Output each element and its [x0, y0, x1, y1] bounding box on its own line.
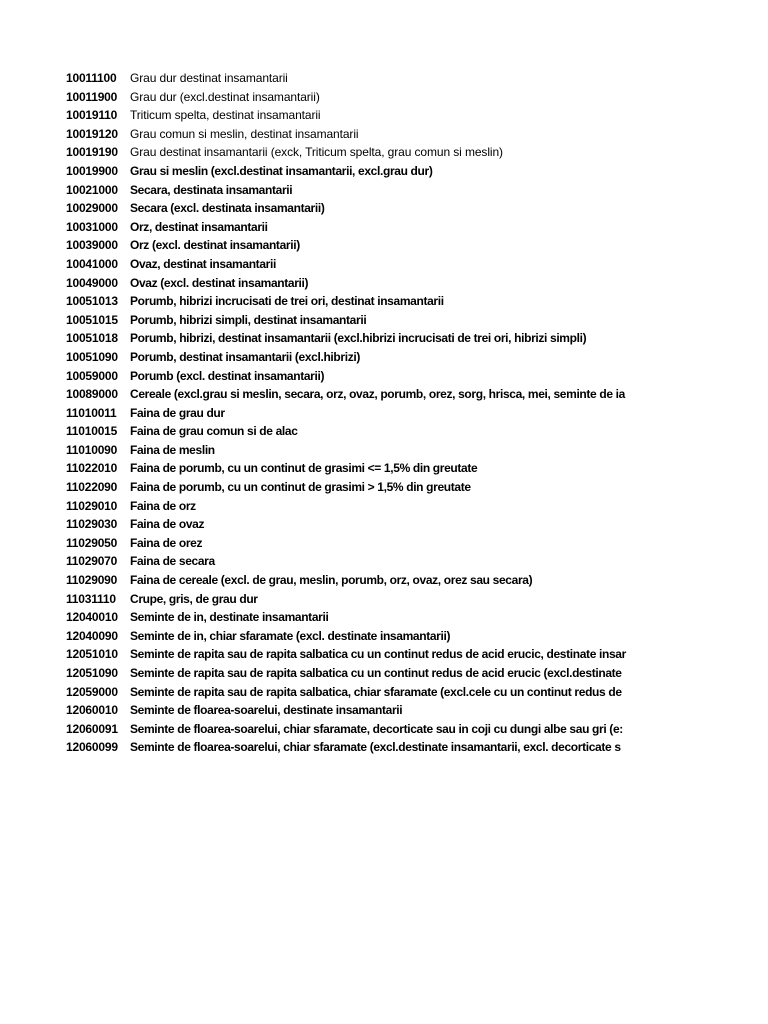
tariff-description: Seminte de in, destinate insamantarii: [130, 610, 329, 625]
tariff-description: Orz, destinat insamantarii: [130, 219, 268, 234]
tariff-code: 11010090: [66, 442, 118, 457]
tariff-code: 10011900: [66, 89, 118, 104]
tariff-code: 10041000: [66, 256, 118, 271]
tariff-description: Seminte de floarea-soarelui, destinate insamantarii: [130, 703, 403, 718]
list-item: [66, 292, 646, 311]
tariff-description: Faina de ovaz: [130, 517, 205, 532]
tariff-code: 10029000: [66, 201, 118, 216]
tariff-description: Faina de porumb, cu un continut de grasimi > 1,5% din greutate: [130, 480, 471, 495]
tariff-code: 10051090: [66, 349, 118, 364]
tariff-code: 11029010: [66, 498, 118, 513]
tariff-code: 10051013: [66, 294, 118, 309]
tariff-code: 11010011: [66, 405, 117, 420]
list-item: [66, 385, 646, 404]
list-item: [66, 69, 646, 88]
list-item: [66, 125, 646, 144]
list-item: [66, 459, 646, 478]
list-item: [66, 590, 646, 609]
tariff-code: 11010015: [66, 424, 118, 439]
list-item: [66, 404, 646, 423]
tariff-code: 12040010: [66, 610, 118, 625]
tariff-description: Grau dur (excl.destinat insamantarii): [130, 89, 320, 104]
tariff-code: 10051018: [66, 331, 118, 346]
list-item: [66, 143, 646, 162]
tariff-code: 10019120: [66, 126, 118, 141]
list-item: [66, 236, 646, 255]
tariff-description: Seminte de rapita sau de rapita salbatica cu un continut redus de acid erucic, destinate insar: [130, 647, 626, 662]
tariff-description: Faina de meslin: [130, 442, 215, 457]
tariff-description: Faina de porumb, cu un continut de grasimi <= 1,5% din greutate: [130, 461, 478, 476]
tariff-description: Cereale (excl.grau si meslin, secara, orz, ovaz, porumb, orez, sorg, hrisca, mei, seminte de ia: [130, 387, 625, 402]
tariff-code: 12060091: [66, 721, 118, 736]
list-item: [66, 645, 646, 664]
list-item: [66, 106, 646, 125]
tariff-code: 10019190: [66, 145, 118, 160]
tariff-code: 10049000: [66, 275, 118, 290]
list-item: [66, 627, 646, 646]
list-item: [66, 422, 646, 441]
list-item: [66, 441, 646, 460]
tariff-description: Seminte de floarea-soarelui, chiar sfaramate (excl.destinate insamantarii, excl. decorticate s: [130, 740, 621, 755]
tariff-description: Porumb, destinat insamantarii (excl.hibrizi): [130, 349, 360, 364]
tariff-description: Grau dur destinat insamantarii: [130, 71, 288, 85]
list-item: [66, 683, 646, 702]
tariff-code: 11029030: [66, 517, 118, 532]
list-item: [66, 274, 646, 293]
tariff-description: Grau destinat insamantarii (exck, Triticum spelta, grau comun si meslin): [130, 145, 503, 160]
list-item: [66, 497, 646, 516]
tariff-description: Ovaz (excl. destinat insamantarii): [130, 275, 309, 290]
tariff-code: 11029070: [66, 554, 118, 569]
tariff-description: Faina de grau comun si de alac: [130, 424, 298, 439]
tariff-description: Faina de orz: [130, 498, 196, 513]
tariff-code: 11022010: [66, 461, 118, 476]
list-item: [66, 329, 646, 348]
tariff-code-list: [66, 69, 646, 757]
tariff-description: Faina de grau dur: [130, 405, 225, 420]
tariff-code: 12059000: [66, 684, 118, 699]
list-item: [66, 478, 646, 497]
tariff-code: 10039000: [66, 238, 118, 253]
tariff-description: Secara, destinata insamantarii: [130, 182, 293, 197]
tariff-code: 10011100: [66, 71, 117, 85]
tariff-code: 10019110: [66, 108, 118, 123]
tariff-description: Triticum spelta, destinat insamantarii: [130, 108, 321, 123]
list-item: [66, 199, 646, 218]
tariff-description: Secara (excl. destinata insamantarii): [130, 201, 325, 216]
list-item: [66, 515, 646, 534]
list-item: [66, 720, 646, 739]
list-item: [66, 88, 646, 107]
tariff-code: 10089000: [66, 387, 118, 402]
tariff-code: 12040090: [66, 628, 118, 643]
tariff-description: Ovaz, destinat insamantarii: [130, 256, 276, 271]
tariff-code: 12051090: [66, 666, 118, 680]
list-item: [66, 664, 646, 683]
tariff-code: 10031000: [66, 219, 118, 234]
tariff-description: Grau si meslin (excl.destinat insamantarii, excl.grau dur): [130, 163, 433, 178]
tariff-code: 12051010: [66, 647, 118, 662]
tariff-description: Porumb, hibrizi simpli, destinat insamantarii: [130, 312, 367, 327]
tariff-code: 11029050: [66, 535, 118, 550]
tariff-description: Faina de orez: [130, 535, 203, 550]
tariff-description: Seminte de rapita sau de rapita salbatica, chiar sfaramate (excl.cele cu un continut redus de: [130, 684, 622, 699]
tariff-description: Orz (excl. destinat insamantarii): [130, 238, 300, 253]
list-item: [66, 255, 646, 274]
tariff-code: 12060010: [66, 703, 118, 718]
tariff-code: 11031110: [66, 591, 116, 606]
tariff-description: Porumb, hibrizi, destinat insamantarii (excl.hibrizi incrucisati de trei ori, hibrizi simpli): [130, 331, 587, 346]
tariff-code: 11029090: [66, 573, 118, 588]
tariff-code: 10059000: [66, 368, 118, 383]
list-item: [66, 534, 646, 553]
tariff-description: Porumb, hibrizi incrucisati de trei ori, destinat insamantarii: [130, 294, 444, 309]
list-item: [66, 162, 646, 181]
list-item: [66, 552, 646, 571]
list-item: [66, 608, 646, 627]
list-item: [66, 701, 646, 720]
tariff-description: Seminte de rapita sau de rapita salbatica cu un continut redus de acid erucic (excl.destinate: [130, 666, 622, 680]
tariff-description: Faina de secara: [130, 554, 215, 569]
tariff-code: 10021000: [66, 182, 118, 197]
list-item: [66, 181, 646, 200]
tariff-description: Seminte de floarea-soarelui, chiar sfaramate, decorticate sau in coji cu dungi albe sau gri (e:: [130, 721, 623, 736]
list-item: [66, 311, 646, 330]
list-item: [66, 367, 646, 386]
tariff-code: 10019900: [66, 163, 118, 178]
tariff-description: Faina de cereale (excl. de grau, meslin, porumb, orz, ovaz, orez sau secara): [130, 573, 533, 588]
tariff-code: 10051015: [66, 312, 118, 327]
list-item: [66, 738, 646, 757]
list-item: [66, 348, 646, 367]
list-item: [66, 571, 646, 590]
tariff-description: Seminte de in, chiar sfaramate (excl. destinate insamantarii): [130, 628, 451, 643]
tariff-code: 12060099: [66, 740, 118, 755]
tariff-description: Crupe, gris, de grau dur: [130, 591, 258, 606]
list-item: [66, 218, 646, 237]
tariff-description: Grau comun si meslin, destinat insamantarii: [130, 126, 359, 141]
tariff-description: Porumb (excl. destinat insamantarii): [130, 368, 325, 383]
tariff-code: 11022090: [66, 480, 118, 495]
